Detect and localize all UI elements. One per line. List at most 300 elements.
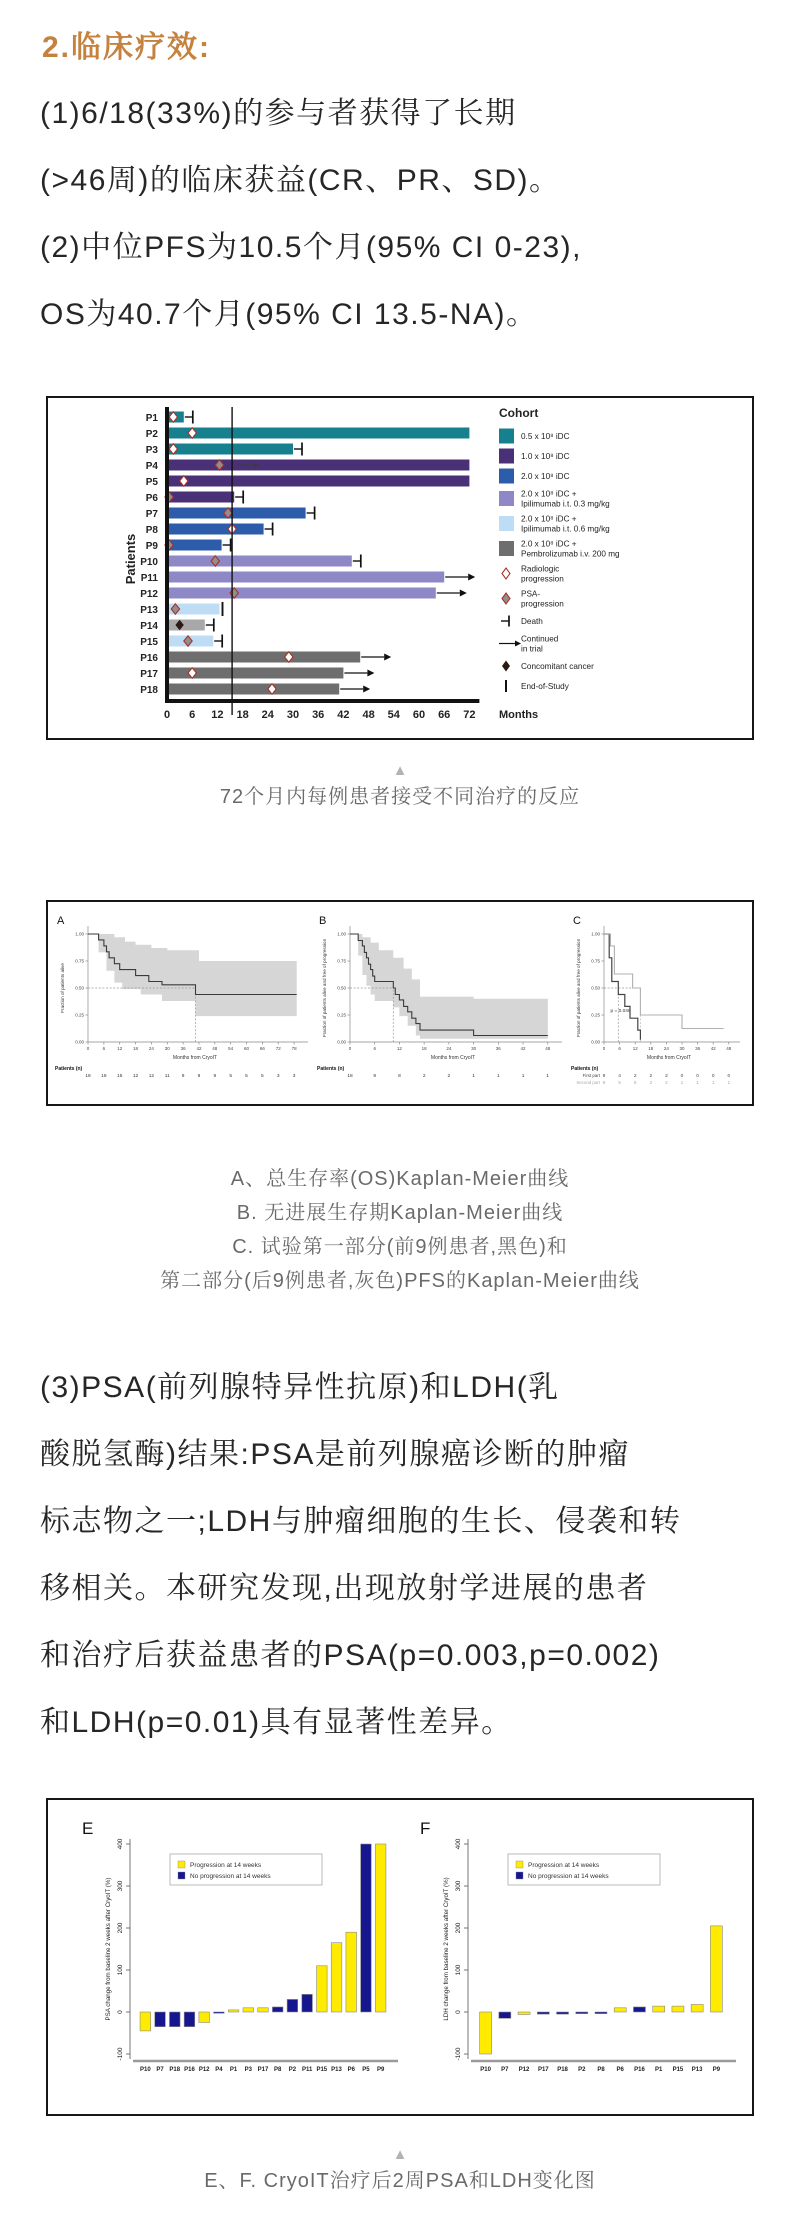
legend-swatch — [499, 516, 514, 531]
at-risk-value: 9 — [373, 1074, 377, 1079]
km-panel-C — [568, 908, 746, 1100]
bar-label: P16 — [184, 2067, 195, 2073]
body-text-line: OS为40.7个月(95% CI 13.5-NA)。 — [40, 298, 538, 331]
at-risk-value: 2 — [665, 1081, 668, 1086]
y-axis-label: PSA change from baseline 2 weeks after CryoIT (%) — [105, 1877, 112, 2021]
legend-label: No progression at 14 weeks — [528, 1873, 609, 1880]
bar — [710, 1926, 722, 2012]
y-tick: 0.50 — [591, 985, 600, 991]
month-tick: 0 — [163, 709, 171, 721]
x-tick: 24 — [148, 1046, 154, 1051]
at-risk-value: 0 — [680, 1074, 684, 1079]
figure3-caption-text: E、F. CryoIT治疗后2周PSA和LDH变化图 — [204, 2170, 596, 2192]
swimmer-bar — [169, 572, 444, 583]
continued-arrow — [363, 686, 370, 693]
bar-label: P18 — [557, 2067, 568, 2073]
patient-label: P10 — [140, 556, 158, 568]
at-risk-value: 3 — [276, 1074, 280, 1079]
y-tick: 200 — [117, 1922, 124, 1934]
y-tick: 400 — [117, 1838, 124, 1850]
bar — [243, 2008, 254, 2012]
body-text-line: 和LDH(p=0.01)具有显著性差异。 — [40, 1706, 513, 1739]
legend-label: 2.0 x 10⁸ iDC + — [521, 514, 577, 524]
x-tick: 78 — [291, 1046, 297, 1051]
swimmer-bar — [169, 652, 360, 663]
legend-label: 2.0 x 10⁸ iDC + — [521, 489, 577, 499]
swimmer-bar — [169, 588, 436, 599]
bar — [557, 2012, 569, 2014]
legend-box — [508, 1854, 660, 1885]
x-tick: 6 — [102, 1046, 106, 1051]
x-tick: 18 — [133, 1046, 139, 1051]
bar — [228, 2010, 239, 2012]
y-tick: 0.75 — [337, 958, 346, 964]
legend-label: Progression at 14 weeks — [528, 1862, 600, 1869]
bar-label: P12 — [198, 2067, 210, 2073]
at-risk-value: 9 — [181, 1074, 185, 1079]
patient-label: P8 — [145, 524, 158, 536]
legend-label: progression — [521, 599, 564, 609]
legend-label: 0.5 x 10⁸ iDC — [521, 432, 570, 442]
bar — [480, 2012, 492, 2054]
bar — [499, 2012, 511, 2018]
patient-label: P12 — [140, 588, 158, 600]
x-tick: 48 — [545, 1046, 551, 1051]
bar — [199, 2012, 210, 2023]
patient-label: P16 — [140, 652, 158, 664]
at-risk-value: 2 — [665, 1074, 668, 1079]
y-tick: 1.00 — [75, 931, 84, 937]
x-axis-label: Months from CryoIT — [646, 1055, 692, 1061]
panel-label: C — [573, 915, 581, 927]
bar — [595, 2012, 607, 2014]
bar — [537, 2012, 549, 2014]
legend-swatch — [516, 1872, 523, 1879]
at-risk-value: 5 — [229, 1074, 233, 1079]
legend-label: Continued — [521, 634, 559, 644]
x-tick: 30 — [471, 1046, 477, 1051]
y-tick: 0.75 — [591, 958, 600, 964]
figure2-caption-line: C. 试验第一部分(前9例患者,黑色)和 — [232, 1236, 568, 1258]
months-axis-label: Months — [499, 709, 539, 721]
swimmer-bar — [169, 524, 264, 535]
y-tick: 0 — [455, 2010, 462, 2014]
legend-swatch — [499, 541, 514, 556]
patient-label: P5 — [145, 476, 158, 488]
x-tick: 18 — [421, 1046, 427, 1051]
at-risk-value: 1 — [546, 1074, 550, 1079]
x-tick: 36 — [695, 1046, 701, 1051]
km-panel-A — [52, 908, 314, 1100]
figure1-caption-text: 72个月内每例患者接受不同治疗的反应 — [219, 786, 581, 808]
y-tick: 100 — [117, 1964, 124, 1976]
body-text-line: (1)6/18(33%)的参与者获得了长期 — [40, 97, 517, 130]
body-text-line: 标志物之一;LDH与肿瘤细胞的生长、侵袭和转 — [40, 1505, 682, 1538]
y-tick: 0.00 — [337, 1039, 346, 1045]
x-tick: 18 — [648, 1046, 654, 1051]
at-risk-value: 0 — [727, 1074, 731, 1079]
month-tick: 6 — [189, 709, 196, 721]
bar — [691, 2004, 703, 2012]
km-panel-B — [314, 908, 568, 1100]
at-risk-value: 11 — [164, 1074, 170, 1079]
at-risk-label: Patients (n) — [55, 1066, 83, 1072]
month-tick: 48 — [362, 709, 375, 721]
y-axis-label: Fraction of patients alive and free of progression — [576, 938, 581, 1038]
cancer-legend-icon — [502, 661, 510, 672]
y-tick: 1.00 — [591, 931, 600, 937]
bar — [302, 1994, 313, 2012]
bar-label: P6 — [616, 2067, 624, 2073]
confidence-band — [350, 934, 548, 1039]
x-tick: 12 — [117, 1046, 123, 1051]
patient-label: P15 — [140, 636, 158, 648]
panel-label: E — [82, 1819, 94, 1838]
radiologic-legend-icon — [502, 568, 510, 579]
bar-panel-E — [74, 1808, 404, 2104]
body-text-line: 和治疗后获益患者的PSA(p=0.003,p=0.002) — [40, 1639, 661, 1672]
bar — [346, 1932, 357, 2012]
bar-label: P15 — [672, 2067, 684, 2073]
bar — [155, 2012, 166, 2027]
y-axis-label: Fraction of patients alive — [60, 963, 65, 1013]
at-risk-value: 18 — [347, 1074, 353, 1079]
collapse-triangle-icon: ▲ — [392, 2146, 408, 2163]
figure1-caption-block — [0, 762, 800, 814]
swimmer-plot-svg — [51, 401, 749, 737]
y-tick: 0.50 — [337, 985, 346, 991]
bar — [576, 2012, 588, 2014]
legend-label: Concomitant cancer — [521, 662, 594, 672]
patients-axis-label: Patients — [123, 533, 138, 585]
at-risk-value: 9 — [197, 1074, 201, 1079]
patient-label: P9 — [145, 540, 158, 552]
legend-label: Ipilimumab i.t. 0.6 mg/kg — [521, 524, 610, 534]
month-tick: 36 — [312, 709, 325, 721]
y-axis-label: LDH change from baseline 2 weeks after CryoIT (%) — [443, 1877, 450, 2021]
legend-label: Ipilimumab i.t. 0.3 mg/kg — [521, 499, 610, 509]
legend-label: in trial — [521, 644, 543, 654]
x-tick: 48 — [726, 1046, 732, 1051]
bar-label: P10 — [140, 2067, 151, 2073]
psa-legend-icon — [502, 593, 510, 604]
at-risk-value: 12 — [132, 1074, 139, 1079]
swimmer-bar — [169, 540, 222, 551]
x-tick: 48 — [212, 1046, 218, 1051]
at-risk-value: 2 — [447, 1074, 451, 1079]
x-tick: 0 — [348, 1046, 352, 1051]
y-tick: 400 — [455, 1838, 462, 1850]
bar-panel-F — [412, 1808, 742, 2098]
patient-label: P3 — [145, 444, 158, 456]
swimmer-bar — [169, 428, 469, 439]
legend-label: 2.0 x 10⁸ iDC — [521, 472, 570, 482]
x-tick: 42 — [196, 1046, 202, 1051]
body-text-line: 移相关。本研究发现,出现放射学进展的患者 — [40, 1572, 649, 1605]
bar-label: P11 — [301, 2067, 313, 2073]
bar-label: P10 — [480, 2067, 491, 2073]
figure2-caption-line: 第二部分(后9例患者,灰色)PFS的Kaplan-Meier曲线 — [160, 1270, 640, 1292]
bar — [184, 2012, 195, 2027]
legend-swatch — [178, 1872, 185, 1879]
section-heading: 2.临床疗效: — [42, 31, 212, 64]
legend-swatch — [516, 1861, 523, 1868]
bar-label: P7 — [156, 2067, 164, 2073]
at-risk-value: 15 — [117, 1074, 123, 1079]
bar — [317, 1966, 328, 2012]
at-risk-value: 4 — [618, 1074, 621, 1079]
collapse-triangle-icon: ▲ — [392, 762, 408, 779]
body-text-line: 酸脱氢酶)结果:PSA是前列腺癌诊断的肿瘤 — [40, 1438, 630, 1471]
month-tick: 66 — [438, 709, 451, 721]
x-tick: 60 — [244, 1046, 250, 1051]
bar-label: P12 — [518, 2067, 530, 2073]
at-risk-value: 1 — [680, 1081, 684, 1086]
legend-swatch — [499, 469, 514, 484]
legend-label: 1.0 x 10⁸ iDC — [521, 452, 570, 462]
bar — [214, 2012, 225, 2013]
bar — [272, 2007, 283, 2012]
bar — [287, 1999, 298, 2012]
paragraph-psa-ldh — [40, 1354, 760, 1756]
legend-swatch — [499, 491, 514, 506]
legend-title: Cohort — [499, 406, 539, 420]
confidence-band — [88, 934, 297, 1016]
panel-label: A — [57, 915, 65, 927]
patient-label: P13 — [140, 604, 158, 616]
month-tick: 42 — [337, 709, 350, 721]
panel-label: B — [319, 915, 327, 927]
bar-label: P2 — [288, 2067, 297, 2073]
figure2-caption-line: A、总生存率(OS)Kaplan-Meier曲线 — [230, 1168, 570, 1190]
at-risk-value: 2 — [649, 1081, 653, 1086]
y-tick: -100 — [117, 2047, 124, 2061]
x-tick: 36 — [495, 1046, 501, 1051]
at-risk-label: Patients (n) — [317, 1066, 345, 1072]
at-risk-value: 1 — [727, 1081, 731, 1086]
continued-arrow — [384, 654, 391, 661]
legend-label: Radiologic — [521, 564, 560, 574]
patient-label: P17 — [140, 668, 158, 680]
bar — [653, 2006, 665, 2012]
legend-label: 2.0 x 10⁸ iDC + — [521, 539, 577, 549]
swimmer-bar — [169, 460, 469, 471]
y-axis-label: Fraction of patients alive and free of progression — [322, 938, 327, 1038]
swimmer-bar — [169, 508, 306, 519]
body-text-line: (2)中位PFS为10.5个月(95% CI 0-23), — [40, 231, 582, 264]
patient-label: P1 — [145, 412, 158, 424]
at-risk-value: 18 — [101, 1074, 107, 1079]
at-risk-value: 1 — [521, 1074, 525, 1079]
bar-label: P4 — [215, 2067, 223, 2073]
patient-label: P11 — [140, 572, 158, 584]
y-tick: 0.50 — [75, 985, 84, 991]
bar-label: P13 — [691, 2067, 703, 2073]
x-tick: 30 — [679, 1046, 685, 1051]
patient-label: P2 — [145, 428, 158, 440]
bar-label: P16 — [634, 2067, 645, 2073]
legend-swatch — [499, 449, 514, 464]
bar — [614, 2008, 626, 2012]
bar-label: P8 — [274, 2067, 282, 2073]
at-risk-value: 5 — [618, 1081, 621, 1086]
at-risk-value: 9 — [213, 1074, 217, 1079]
legend-box — [170, 1854, 322, 1885]
x-tick: 12 — [396, 1046, 402, 1051]
month-tick: 54 — [387, 709, 400, 721]
bar-label: P2 — [578, 2067, 586, 2073]
legend-label: No progression at 14 weeks — [190, 1873, 271, 1880]
panel-label: F — [420, 1819, 431, 1838]
at-risk-value: 9 — [602, 1074, 606, 1079]
at-risk-value: 2 — [422, 1074, 426, 1079]
legend-swatch — [178, 1861, 185, 1868]
y-tick: 0.00 — [591, 1039, 600, 1045]
continued-arrow — [367, 670, 374, 677]
month-tick: 60 — [412, 709, 426, 721]
swimmer-bar — [169, 556, 352, 567]
at-risk-value: 9 — [602, 1081, 606, 1086]
x-tick: 24 — [663, 1046, 669, 1051]
legend-label: PSA- — [521, 589, 541, 599]
at-risk-row-name: First part — [582, 1073, 600, 1078]
bar — [518, 2012, 530, 2015]
at-risk-value: 1 — [696, 1081, 699, 1086]
bar-label: P9 — [712, 2067, 721, 2073]
patient-label: P6 — [145, 492, 158, 504]
y-tick: -100 — [455, 2047, 462, 2061]
at-risk-label: Patients (n) — [571, 1066, 599, 1072]
bar-label: P15 — [316, 2067, 328, 2073]
at-risk-value: 1 — [496, 1074, 500, 1079]
at-risk-value: 5 — [245, 1074, 248, 1079]
km-curve — [604, 934, 640, 1040]
x-tick: 54 — [228, 1046, 234, 1051]
x-tick: 6 — [373, 1046, 376, 1051]
bar-label: P18 — [169, 2067, 181, 2073]
x-tick: 0 — [86, 1046, 90, 1051]
swimmer-bar — [169, 444, 293, 455]
y-tick: 1.00 — [337, 931, 346, 937]
patient-label: P4 — [145, 460, 158, 472]
at-risk-value: 0 — [711, 1074, 715, 1079]
swimmer-bar — [169, 620, 205, 631]
legend-label: End-of-Study — [521, 682, 569, 692]
y-tick: 300 — [455, 1880, 462, 1892]
bar-label: P6 — [347, 2067, 355, 2073]
x-axis-label: Months from CryoIT — [172, 1055, 218, 1061]
x-tick: 24 — [446, 1046, 452, 1051]
x-tick: 6 — [618, 1046, 621, 1051]
bar-label: P13 — [331, 2067, 342, 2073]
at-risk-value: 5 — [633, 1081, 637, 1086]
legend-label: Progression at 14 weeks — [190, 1862, 262, 1869]
bar-label: P7 — [501, 2067, 509, 2073]
paragraph-clinical-benefit — [40, 80, 760, 348]
bar — [361, 1844, 372, 2012]
x-tick: 72 — [275, 1046, 281, 1051]
y-tick: 300 — [117, 1880, 124, 1892]
legend-label: Pembrolizumab i.v. 200 mg — [521, 549, 620, 559]
x-tick: 42 — [710, 1046, 716, 1051]
y-tick: 0 — [117, 2010, 124, 2014]
bar — [140, 2012, 151, 2031]
swimmer-bar — [169, 684, 339, 695]
y-tick: 0.25 — [337, 1012, 346, 1018]
figure2-caption-line: B. 无进展生存期Kaplan-Meier曲线 — [236, 1202, 564, 1224]
swimmer-plot-figure — [46, 396, 754, 740]
swimmer-bar — [169, 476, 469, 487]
x-tick: 30 — [164, 1046, 170, 1051]
at-risk-value: 18 — [85, 1074, 91, 1079]
at-risk-value: 0 — [696, 1074, 699, 1079]
bar-label: P9 — [376, 2067, 385, 2073]
at-risk-value: 5 — [261, 1074, 264, 1079]
at-risk-value: 2 — [649, 1074, 653, 1079]
bar-label: P3 — [244, 2067, 252, 2073]
month-tick: 24 — [261, 709, 274, 721]
legend-swatch — [499, 429, 514, 444]
bar-label: P1 — [655, 2067, 663, 2073]
at-risk-value: 1 — [472, 1074, 475, 1079]
patient-label: P14 — [140, 620, 158, 632]
month-tick: 72 — [463, 709, 476, 721]
legend-label: Death — [521, 617, 543, 627]
y-tick: 0.00 — [75, 1039, 84, 1045]
at-risk-value: 1 — [711, 1081, 715, 1086]
continued-arrow — [460, 590, 467, 597]
at-risk-value: 12 — [148, 1074, 155, 1079]
month-tick: 12 — [211, 709, 224, 721]
x-tick: 0 — [602, 1046, 606, 1051]
at-risk-value: 3 — [292, 1074, 296, 1079]
bar — [258, 2008, 269, 2012]
at-risk-value: 8 — [398, 1074, 401, 1079]
bar-label: P1 — [229, 2067, 238, 2073]
bar — [672, 2006, 684, 2012]
bar — [331, 1943, 342, 2012]
x-axis-label: Months from CryoIT — [430, 1055, 476, 1061]
y-tick: 0.25 — [75, 1012, 84, 1018]
figure2-caption-block — [0, 1162, 800, 1298]
bar — [169, 2012, 180, 2027]
kaplan-meier-figure — [46, 900, 754, 1106]
y-tick: 200 — [455, 1922, 462, 1934]
psa-ldh-bar-figure — [46, 1798, 754, 2116]
y-tick: 0.25 — [591, 1012, 600, 1018]
y-tick: 0.75 — [75, 958, 84, 964]
continued-arrow — [468, 574, 475, 581]
bar-label: P8 — [597, 2067, 605, 2073]
month-tick: 18 — [236, 709, 249, 721]
p-value-label: p = 0.048 — [610, 1008, 631, 1014]
patient-label: P7 — [145, 508, 158, 520]
bar-label: P5 — [362, 2067, 370, 2073]
at-risk-value: 2 — [633, 1074, 637, 1079]
body-text-line: (>46周)的临床获益(CR、PR、SD)。 — [40, 164, 561, 197]
x-tick: 42 — [520, 1046, 526, 1051]
patient-label: P18 — [140, 684, 158, 696]
bar-label: P17 — [537, 2067, 549, 2073]
legend-label: progression — [521, 574, 564, 584]
bar — [633, 2007, 645, 2012]
body-text-line: (3)PSA(前列腺特异性抗原)和LDH(乳 — [40, 1371, 560, 1404]
x-tick: 66 — [259, 1046, 265, 1051]
month-tick: 30 — [286, 709, 300, 721]
km-curve — [604, 934, 724, 1029]
x-tick: 36 — [180, 1046, 186, 1051]
bar — [375, 1844, 386, 2012]
